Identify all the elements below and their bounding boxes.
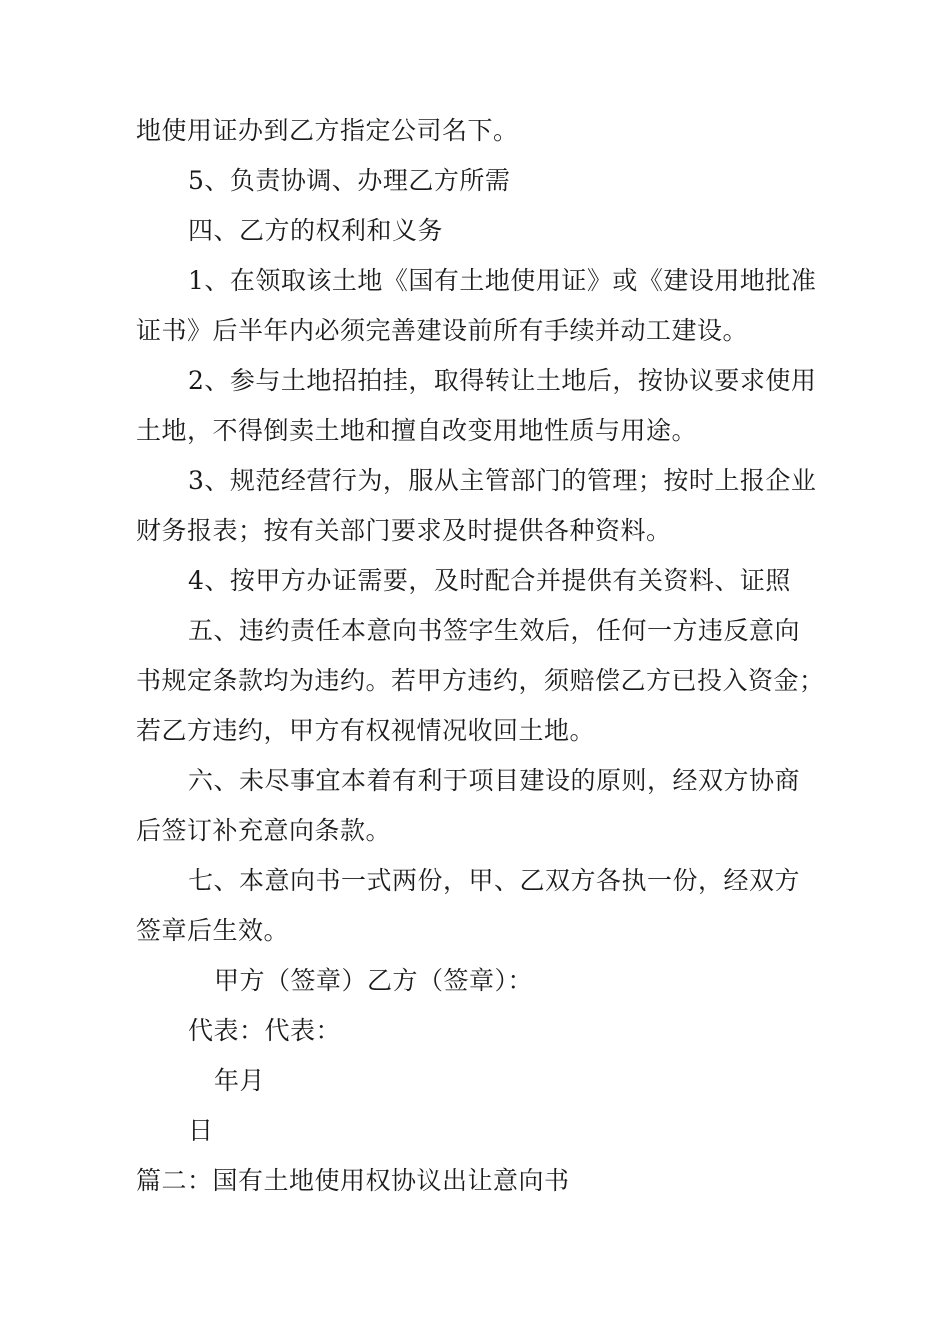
chapter-title: 篇二：国有土地使用权协议出让意向书 <box>136 1166 570 1195</box>
date-line: 日 <box>188 1116 214 1145</box>
text-line: 5、负责协调、办理乙方所需 <box>188 166 511 195</box>
text-line: 财务报表；按有关部门要求及时提供各种资料。 <box>136 516 672 545</box>
text-line: 书规定条款均为违约。若甲方违约，须赔偿乙方已投入资金； <box>136 666 825 695</box>
representative-line: 代表：代表： <box>188 1016 342 1045</box>
section-heading: 五、违约责任本意向书签字生效后，任何一方违反意向 <box>188 616 801 645</box>
section-heading: 六、未尽事宜本着有利于项目建设的原则，经双方协商 <box>188 766 801 795</box>
text-line: 土地，不得倒卖土地和擅自改变用地性质与用途。 <box>136 416 698 445</box>
text-line: 1、在领取该土地《国有土地使用证》或《建设用地批准 <box>188 266 817 295</box>
signature-line: 甲方（签章）乙方（签章）： <box>214 966 534 995</box>
text-line: 若乙方违约，甲方有权视情况收回土地。 <box>136 716 596 745</box>
section-heading: 七、本意向书一式两份，甲、乙双方各执一份，经双方 <box>188 866 801 895</box>
date-line: 年月 <box>214 1066 266 1095</box>
text-line: 后签订补充意向条款。 <box>136 816 392 845</box>
text-line: 证书》后半年内必须完善建设前所有手续并动工建设。 <box>136 316 749 345</box>
text-line: 2、参与土地招拍挂，取得转让土地后，按协议要求使用 <box>188 366 817 395</box>
text-line: 签章后生效。 <box>136 916 290 945</box>
text-line: 3、规范经营行为，服从主管部门的管理；按时上报企业 <box>188 466 817 495</box>
text-line: 4、按甲方办证需要，及时配合并提供有关资料、证照 <box>188 566 791 595</box>
section-heading: 四、乙方的权利和义务 <box>188 216 444 245</box>
text-line: 地使用证办到乙方指定公司名下。 <box>136 116 519 145</box>
